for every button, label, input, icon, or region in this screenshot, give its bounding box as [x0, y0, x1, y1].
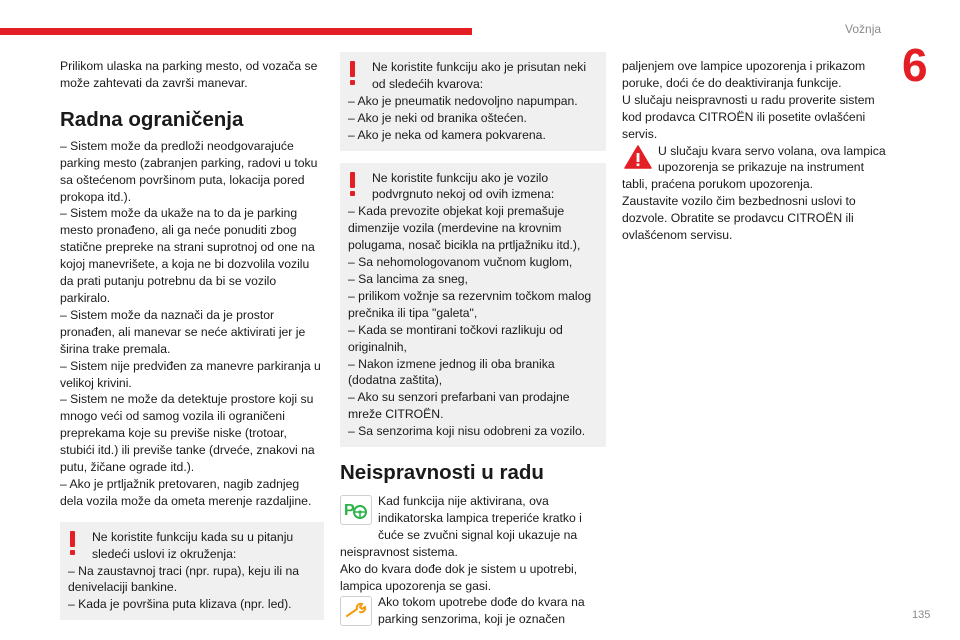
paragraph: Kad funkcija nije aktivirana, ova indikatorska lampica treperiće kratko i čuće se zvučni signal koji ukazuje na neispravnost sistema. — [340, 494, 582, 559]
list-item: – Ako je neki od branika oštećen. — [348, 110, 527, 125]
heading-radna-ogranicenja: Radna ograničenja — [60, 107, 244, 131]
paragraph: paljenjem ove lampice upozorenja i prikazom poruke, doći će do deaktiviranja funkcije. — [622, 59, 866, 90]
warning-head: Ne koristite funkciju kada su u pitanju sledeći uslovi iz okruženja: — [92, 529, 294, 561]
list-item: – Kada prevozite objekat koji premašuje dimenzije vozila (merdevine na krovnim polugama, nosač bicikla na prtljažniku itd.), — [348, 204, 581, 253]
list-item: – Nakon izmene jednog ili oba branika (dodatna zaštita), — [348, 356, 555, 388]
list-item: – Sa nehomologovanom vučnom kuglom, — [348, 255, 573, 270]
service-wrench-icon — [340, 596, 372, 626]
list-item: – Sistem nije predviđen za manevre parkiranja u velikoj krivini. — [60, 358, 321, 390]
heading-neispravnosti: Neispravnosti u radu — [340, 461, 544, 485]
paragraph: U slučaju kvara servo volana, ova lampica upozorenja se prikazuje na instrument tabli, praćena porukom upozorenja. — [622, 143, 886, 192]
warning-box-faults — [340, 52, 606, 151]
header-accent-bar — [0, 28, 472, 35]
paragraph: U slučaju neispravnosti u radu proverite sistem kod prodavca CITROËN ili posetite ovlašćeni servis. — [622, 92, 875, 141]
list-item: – Sa lancima za sneg, — [348, 271, 468, 286]
paragraph: Zaustavite vozilo čim bezbednosni uslovi to dozvole. Obratite se prodavcu CITROËN ili ovlašćenom servisu. — [622, 194, 856, 243]
sensor-fault-paragraph — [340, 594, 606, 628]
park-assist-icon — [340, 495, 372, 525]
exclamation-icon — [70, 531, 75, 555]
list-item: – Sistem može da naznači da je prostor pronađen, ali manevar se neće aktivirati jer je širina trake premala. — [60, 307, 306, 356]
column-2 — [340, 58, 606, 628]
list-item: – Ako je pneumatik nedovoljno napumpan. — [348, 93, 578, 108]
column-3 — [622, 58, 892, 244]
svg-text:P: P — [344, 502, 355, 520]
list-item: – Ako su senzori prefarbani van prodajne mreže CITROËN. — [348, 390, 570, 422]
list-item: – Kada je površina puta klizava (npr. led). — [68, 597, 292, 612]
list-item: – Na zaustavnoj traci (npr. rupa), keju ili na denivelaciji bankine. — [68, 563, 299, 595]
power-steering-paragraph — [622, 143, 892, 194]
list-item: – Sistem ne može da detektuje prostore koji su mnogo veći od samog vozila ili ograničeni preprekama koje su previše niske (trotoar, stubići itd.) ili previše tanke (drveće, znakovi na putu, žičane ograde itd.). — [60, 392, 315, 475]
warning-head: Ne koristite funkciju ako je vozilo podvrgnuto nekoj od ovih izmena: — [372, 170, 555, 202]
warning-triangle-icon — [622, 143, 654, 171]
page-number: 135 — [912, 609, 931, 621]
paragraph: Ako do kvara dođe dok je sistem u upotrebi, lampica upozorenja se gasi. — [340, 561, 578, 593]
list-item: – Kada se montirani točkovi razlikuju od originalnih, — [348, 322, 563, 354]
exclamation-icon — [350, 61, 355, 85]
list-item: – Sistem može da predloži neodgovarajuće parking mesto (zabranjen parking, radovi u toku sa oštećenom površinom puta, lokacija pored prokopa itd.). — [60, 138, 318, 204]
list-item: – prilikom vožnje sa rezervnim točkom malog prečnika ili tipa "galeta", — [348, 288, 592, 320]
section-title: Vožnja — [845, 22, 882, 36]
warning-box-environment — [60, 522, 324, 621]
warning-box-modifications — [340, 163, 606, 448]
list-item: – Sistem može da ukaže na to da je parking mesto pronađeno, ali ga neće ponuditi zbog statične prepreke na strani suprotnoj od one na kojoj manevrišete, a koja ne bi dozvolila vozilu da prati putanju potrebnu da bi se vozilo parkiralo. — [60, 206, 315, 305]
warning-head: Ne koristite funkciju ako je prisutan neki od sledećih kvarova: — [372, 60, 587, 91]
paragraph: Ako tokom upotrebe dođe do kvara na parking senzorima, koji je označen — [378, 595, 585, 627]
exclamation-icon — [350, 172, 355, 196]
intro-paragraph: Prilikom ulaska na parking mesto, od vozača se može zahtevati da završi manevar. — [60, 59, 318, 90]
list-item: – Sa senzorima koji nisu odobreni za vozilo. — [348, 424, 586, 439]
list-item: – Ako je neka od kamera pokvarena. — [348, 127, 546, 142]
malfunction-paragraph — [340, 493, 606, 561]
chapter-number: 6 — [902, 39, 928, 91]
column-1 — [60, 58, 324, 620]
list-item: – Ako je prtljažnik pretovaren, nagib zadnjeg dela vozila može da ometa merenje razdaljine. — [60, 476, 312, 508]
